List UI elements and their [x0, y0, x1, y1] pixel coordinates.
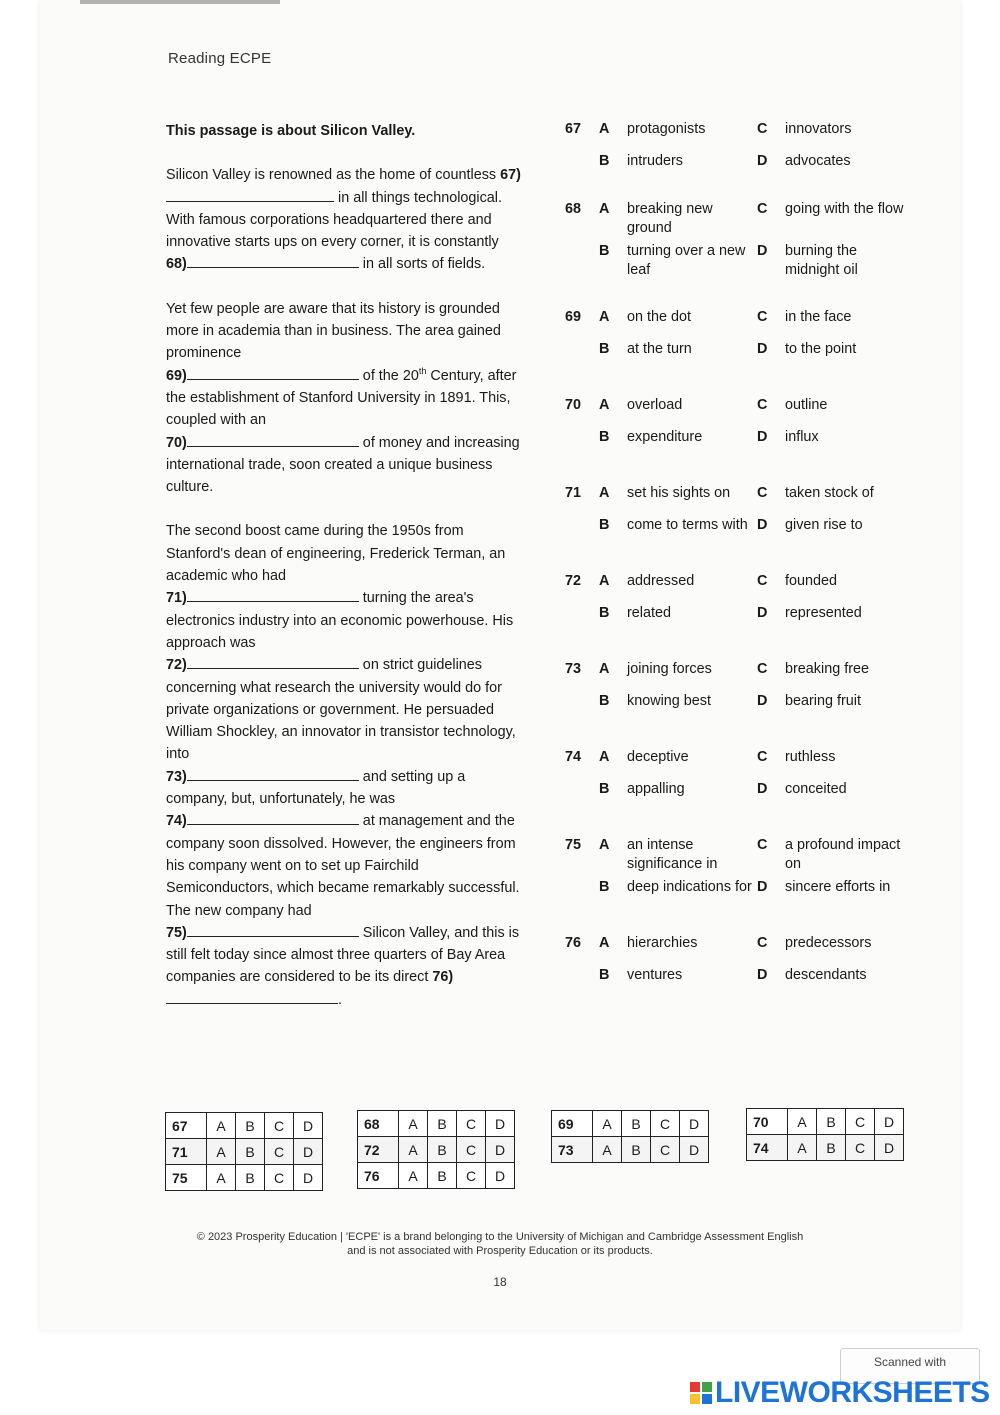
option-d[interactable] — [757, 340, 915, 368]
option-a[interactable] — [599, 748, 757, 776]
option-text: protagonists — [627, 121, 706, 137]
option-row — [560, 304, 900, 336]
option-d[interactable] — [757, 604, 915, 632]
option-text: breaking free — [785, 661, 869, 677]
option-b[interactable] — [599, 966, 757, 994]
question-76 — [560, 930, 900, 994]
gap-70-blank[interactable] — [187, 433, 359, 447]
answer-choice-c[interactable]: C — [651, 1111, 680, 1137]
gap-73-number: 73) — [166, 768, 187, 785]
option-b[interactable] — [599, 516, 757, 544]
answer-grid-3 — [551, 1110, 709, 1163]
option-letter: D — [757, 967, 768, 983]
answer-grid-question-number: 74 — [747, 1135, 788, 1161]
answer-grid-row — [747, 1109, 904, 1135]
option-row — [560, 656, 900, 688]
option-text: outline — [785, 397, 828, 413]
option-letter: C — [757, 837, 768, 853]
option-row — [560, 962, 900, 994]
option-d[interactable] — [757, 966, 915, 994]
answer-choice-c[interactable]: C — [265, 1165, 294, 1191]
option-text: come to terms with — [627, 517, 748, 533]
option-d[interactable] — [757, 242, 915, 280]
option-a[interactable] — [599, 120, 757, 148]
answer-grid-row — [552, 1111, 709, 1137]
option-letter: A — [599, 201, 610, 217]
option-letter: B — [599, 517, 610, 533]
option-c[interactable] — [757, 660, 915, 688]
gap-76-number: 76) — [432, 969, 454, 986]
option-letter: B — [599, 879, 610, 895]
answer-choice-b[interactable]: B — [428, 1111, 457, 1137]
question-74 — [560, 744, 900, 808]
answer-choice-c[interactable]: C — [457, 1163, 486, 1189]
answer-choice-a[interactable]: A — [207, 1139, 236, 1165]
answer-grid-row — [358, 1163, 515, 1189]
answer-choice-b[interactable]: B — [236, 1113, 265, 1139]
option-letter: B — [599, 781, 610, 797]
gap-68-blank[interactable] — [187, 254, 359, 268]
option-text: to the point — [785, 341, 857, 357]
answer-choice-d[interactable]: D — [294, 1113, 323, 1139]
option-d[interactable] — [757, 780, 915, 808]
passage-paragraph-3: The second boost came during the 1950s from Stanford's dean of engineering, Frederick Terman, an academic who had 71) turning the area's electronics industry into an economic powerhouse. His approach was 72) on strict guidelines concerning what research the university would do for private organizations or government. He persuaded William Shockley, an innovator in transistor technology, into 73) and setting up a company, but, unfortunately, he was 74) at management and the company soon dissolved. However, the engineers from his company went on to set up Fairchild Semiconductors, which became remarkably successful. The new company had 75) Silicon Valley, and this is still felt today since almost three quarters of Bay Area companies are considered to be its direct 76). — [166, 523, 520, 1008]
answer-grid-row — [358, 1111, 515, 1137]
question-75 — [560, 832, 900, 906]
option-a[interactable] — [599, 484, 757, 512]
answer-grid-question-number: 76 — [358, 1163, 399, 1189]
option-letter: C — [757, 201, 768, 217]
answer-grid-row — [166, 1113, 323, 1139]
option-text: a profound impact on — [785, 837, 901, 872]
option-letter: B — [599, 967, 610, 983]
option-letter: A — [599, 309, 610, 325]
option-letter: D — [757, 605, 768, 621]
option-b[interactable] — [599, 780, 757, 808]
passage-title: This passage is about Silicon Valley. — [166, 123, 416, 139]
option-row — [560, 512, 900, 544]
answer-grid-question-number: 69 — [552, 1111, 593, 1137]
option-text: set his sights on — [627, 485, 731, 501]
question-69 — [560, 304, 900, 368]
option-a[interactable] — [599, 200, 757, 238]
option-text: related — [627, 605, 672, 621]
option-letter: B — [599, 429, 610, 445]
option-letter: D — [757, 341, 768, 357]
question-number: 72 — [565, 573, 582, 589]
gap-67-blank[interactable] — [166, 188, 334, 202]
option-text: going with the flow — [785, 201, 904, 217]
option-c[interactable] — [757, 396, 915, 424]
answer-choice-c[interactable]: C — [265, 1113, 294, 1139]
option-d[interactable] — [757, 152, 915, 180]
option-letter: C — [757, 309, 768, 325]
option-row — [560, 832, 900, 874]
question-70 — [560, 392, 900, 456]
scan-artifact — [80, 0, 280, 4]
option-b[interactable] — [599, 692, 757, 720]
question-number: 73 — [565, 661, 582, 677]
option-text: at the turn — [627, 341, 692, 357]
answer-choice-c[interactable]: C — [265, 1139, 294, 1165]
answer-grid-4 — [746, 1108, 904, 1161]
option-letter: C — [757, 121, 768, 137]
option-letter: C — [757, 573, 768, 589]
answer-choice-d[interactable]: D — [680, 1111, 709, 1137]
answer-choice-a[interactable]: A — [399, 1163, 428, 1189]
option-c[interactable] — [757, 836, 915, 874]
option-row — [560, 148, 900, 180]
option-row — [560, 392, 900, 424]
option-letter: C — [757, 661, 768, 677]
option-text: descendants — [785, 967, 867, 983]
answer-grid-1 — [165, 1112, 323, 1191]
option-c[interactable] — [757, 200, 915, 238]
answer-choice-a[interactable]: A — [207, 1113, 236, 1139]
option-text: breaking new ground — [627, 201, 713, 236]
question-number: 69 — [565, 309, 582, 325]
answer-choice-d[interactable]: D — [680, 1137, 709, 1163]
answer-choice-b[interactable]: B — [428, 1137, 457, 1163]
option-a[interactable] — [599, 396, 757, 424]
option-text: ruthless — [785, 749, 836, 765]
option-row — [560, 688, 900, 720]
answer-choice-b[interactable]: B — [817, 1135, 846, 1161]
answer-choice-c[interactable]: C — [457, 1137, 486, 1163]
option-row — [560, 336, 900, 368]
option-text: burning the midnight oil — [785, 243, 858, 278]
option-text: intruders — [627, 153, 683, 169]
option-text: expenditure — [627, 429, 703, 445]
answer-choice-a[interactable]: A — [593, 1137, 622, 1163]
option-row — [560, 600, 900, 632]
option-b[interactable] — [599, 604, 757, 632]
answer-choice-d[interactable]: D — [486, 1111, 515, 1137]
answer-grid-question-number: 70 — [747, 1109, 788, 1135]
passage-paragraph-2: Yet few people are aware that its history is grounded more in academia than in business. The area gained prominence 69) of the 20th Century, after the establishment of Stanford University in 1891. This, coupled with an 70) of money and increasing international trade, soon created a unique business culture. — [166, 300, 520, 496]
option-text: founded — [785, 573, 838, 589]
question-number: 71 — [565, 485, 582, 501]
option-row — [560, 238, 900, 280]
option-c[interactable] — [757, 308, 915, 336]
gap-71-blank[interactable] — [187, 588, 359, 602]
option-row — [560, 776, 900, 808]
option-row — [560, 196, 904, 238]
option-d[interactable] — [757, 428, 915, 456]
option-text: addressed — [627, 573, 695, 589]
gap-71-number: 71) — [166, 590, 187, 607]
answer-grid-question-number: 71 — [166, 1139, 207, 1165]
answer-grid-question-number: 68 — [358, 1111, 399, 1137]
option-b[interactable] — [599, 878, 757, 906]
answer-grid-question-number: 72 — [358, 1137, 399, 1163]
gap-69-number: 69) — [166, 367, 187, 384]
option-letter: A — [599, 837, 610, 853]
answer-choice-b[interactable]: B — [817, 1109, 846, 1135]
option-d[interactable] — [757, 516, 915, 544]
gap-75-blank[interactable] — [187, 923, 359, 937]
gap-72-blank[interactable] — [187, 655, 359, 669]
option-letter: B — [599, 341, 610, 357]
option-letter: A — [599, 573, 610, 589]
option-letter: D — [757, 879, 768, 895]
answer-grid-question-number: 67 — [166, 1113, 207, 1139]
answer-choice-d[interactable]: D — [294, 1165, 323, 1191]
option-letter: B — [599, 693, 610, 709]
question-number: 67 — [565, 121, 582, 137]
option-text: given rise to — [785, 517, 863, 533]
answer-grid-2 — [357, 1110, 515, 1189]
option-text: knowing best — [627, 693, 711, 709]
answer-grid-row — [552, 1137, 709, 1163]
question-number: 68 — [565, 201, 582, 217]
option-letter: A — [599, 485, 610, 501]
option-letter: C — [757, 485, 768, 501]
option-text: joining forces — [627, 661, 712, 677]
option-letter: A — [599, 661, 610, 677]
option-c[interactable] — [757, 934, 915, 962]
option-text: conceited — [785, 781, 847, 797]
option-a[interactable] — [599, 660, 757, 688]
answer-grid-row — [166, 1165, 323, 1191]
option-text: advocates — [785, 153, 851, 169]
option-row — [560, 930, 900, 962]
option-d[interactable] — [757, 878, 915, 906]
option-a[interactable] — [599, 934, 757, 962]
option-letter: D — [757, 243, 768, 259]
option-c[interactable] — [757, 484, 915, 512]
option-row — [560, 424, 900, 456]
gap-70-number: 70) — [166, 434, 187, 451]
option-letter: D — [757, 429, 768, 445]
option-b[interactable] — [599, 340, 757, 368]
option-letter: A — [599, 397, 610, 413]
answer-options — [560, 116, 904, 994]
answer-choice-d[interactable]: D — [875, 1135, 904, 1161]
answer-choice-a[interactable]: A — [788, 1135, 817, 1161]
answer-choice-d[interactable]: D — [875, 1109, 904, 1135]
option-text: ventures — [627, 967, 683, 983]
option-a[interactable] — [599, 572, 757, 600]
answer-choice-a[interactable]: A — [207, 1165, 236, 1191]
scanned-with-badge: Scanned with — [840, 1348, 980, 1384]
answer-grid-row — [358, 1137, 515, 1163]
answer-choice-d[interactable]: D — [486, 1137, 515, 1163]
option-letter: B — [599, 153, 610, 169]
answer-choice-a[interactable]: A — [399, 1137, 428, 1163]
answer-grid-row — [166, 1139, 323, 1165]
option-letter: A — [599, 749, 610, 765]
option-row — [560, 116, 900, 148]
question-number: 75 — [565, 837, 582, 853]
liveworksheets-brand[interactable]: LIVEWORKSHEETS — [690, 1376, 990, 1410]
option-text: an intense significance in — [627, 837, 718, 872]
question-68 — [560, 196, 904, 280]
question-number: 70 — [565, 397, 582, 413]
option-text: on the dot — [627, 309, 692, 325]
option-text: hierarchies — [627, 935, 698, 951]
answer-choice-c[interactable]: C — [651, 1137, 680, 1163]
question-number: 74 — [565, 749, 582, 765]
answer-choice-a[interactable]: A — [788, 1109, 817, 1135]
option-c[interactable] — [757, 748, 915, 776]
passage-paragraph-1: Silicon Valley is renowned as the home of countless 67) in all things technological. With famous corporations headquartered there and innovative starts ups on every corner, it is constantly 68) in all sorts of fields. — [166, 167, 521, 273]
option-text: influx — [785, 429, 819, 445]
answer-choice-c[interactable]: C — [457, 1111, 486, 1137]
gap-76-blank[interactable] — [166, 990, 338, 1004]
gap-73-blank[interactable] — [187, 767, 359, 781]
option-row — [560, 874, 900, 906]
answer-choice-d[interactable]: D — [294, 1139, 323, 1165]
option-row — [560, 480, 900, 512]
gap-72-number: 72) — [166, 657, 187, 674]
question-71 — [560, 480, 900, 544]
option-text: predecessors — [785, 935, 872, 951]
option-text: sincere efforts in — [785, 879, 891, 895]
option-letter: A — [599, 121, 610, 137]
question-72 — [560, 568, 900, 632]
option-text: deep indications for — [627, 879, 752, 895]
answer-choice-b[interactable]: B — [236, 1165, 265, 1191]
gap-75-number: 75) — [166, 924, 187, 941]
option-letter: D — [757, 517, 768, 533]
gap-74-blank[interactable] — [187, 811, 359, 825]
answer-choice-b[interactable]: B — [428, 1163, 457, 1189]
option-text: in the face — [785, 309, 852, 325]
gap-68-number: 68) — [166, 256, 187, 273]
answer-choice-b[interactable]: B — [236, 1139, 265, 1165]
answer-choice-d[interactable]: D — [486, 1163, 515, 1189]
option-d[interactable] — [757, 692, 915, 720]
option-letter: C — [757, 397, 768, 413]
option-letter: A — [599, 935, 610, 951]
option-text: represented — [785, 605, 862, 621]
question-67 — [560, 116, 900, 180]
option-letter: C — [757, 749, 768, 765]
answer-choice-a[interactable]: A — [399, 1111, 428, 1137]
answer-choice-c[interactable]: C — [846, 1135, 875, 1161]
question-number: 76 — [565, 935, 582, 951]
answer-choice-b[interactable]: B — [622, 1111, 651, 1137]
option-b[interactable] — [599, 428, 757, 456]
answer-choice-c[interactable]: C — [846, 1109, 875, 1135]
option-text: appalling — [627, 781, 685, 797]
option-text: bearing fruit — [785, 693, 861, 709]
copyright-footer: © 2023 Prosperity Education | 'ECPE' is a brand belonging to the University of Michigan and Cambridge Assessment English and is not associated with Prosperity Education or its products. — [196, 1231, 804, 1257]
gap-67-number: 67) — [500, 167, 521, 184]
option-letter: D — [757, 781, 768, 797]
option-letter: C — [757, 935, 768, 951]
page-number: 18 — [493, 1275, 507, 1289]
option-text: deceptive — [627, 749, 689, 765]
option-letter: D — [757, 153, 768, 169]
answer-choice-b[interactable]: B — [622, 1137, 651, 1163]
option-letter: B — [599, 243, 610, 259]
option-letter: B — [599, 605, 610, 621]
option-letter: D — [757, 693, 768, 709]
answer-grid-question-number: 73 — [552, 1137, 593, 1163]
option-a[interactable] — [599, 836, 757, 874]
option-c[interactable] — [757, 120, 915, 148]
option-b[interactable] — [599, 152, 757, 180]
option-text: overload — [627, 397, 683, 413]
option-text: innovators — [785, 121, 852, 137]
gap-69-blank[interactable] — [187, 366, 359, 380]
reading-passage — [166, 120, 526, 1033]
option-b[interactable] — [599, 242, 757, 280]
page-header: Reading ECPE — [168, 50, 272, 67]
answer-choice-a[interactable]: A — [593, 1111, 622, 1137]
option-row — [560, 568, 900, 600]
answer-grid-question-number: 75 — [166, 1165, 207, 1191]
question-73 — [560, 656, 900, 720]
option-row — [560, 744, 900, 776]
answer-grid-row — [747, 1135, 904, 1161]
liveworksheets-logo-icon — [690, 1382, 712, 1404]
option-c[interactable] — [757, 572, 915, 600]
gap-74-number: 74) — [166, 813, 187, 830]
option-text: taken stock of — [785, 485, 874, 501]
option-text: turning over a new leaf — [627, 243, 746, 278]
option-a[interactable] — [599, 308, 757, 336]
